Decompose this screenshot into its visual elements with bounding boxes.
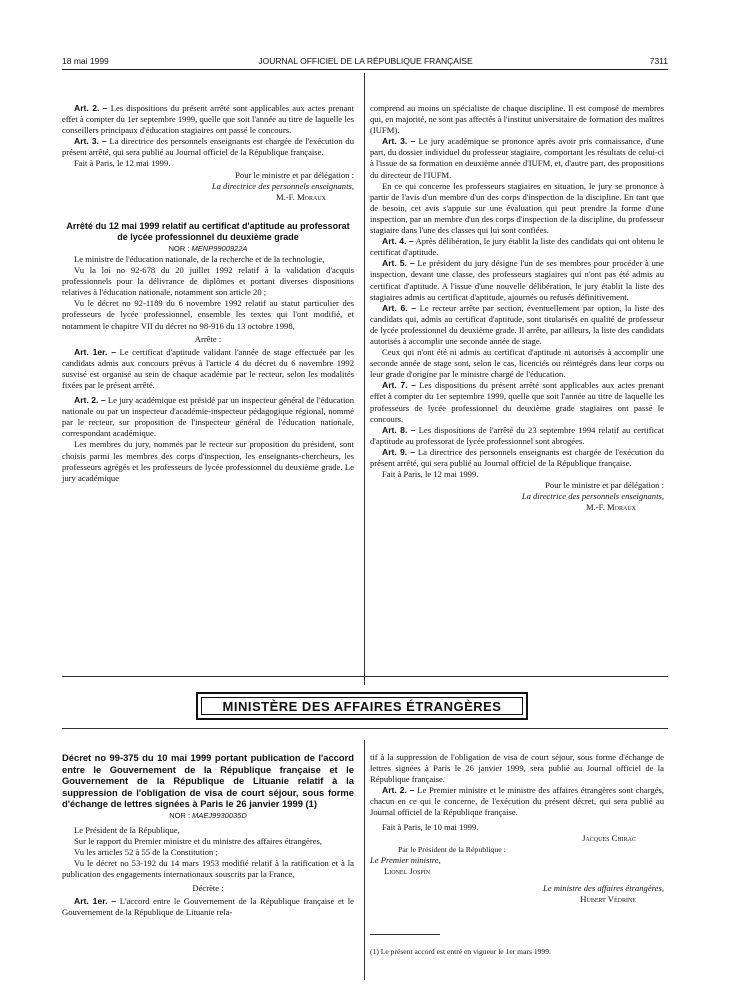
- visa: Vu le décret no 53-192 du 14 mars 1953 modifié relatif à la ratification et à la publication des engagements internationaux souscrits par la France,: [62, 858, 354, 880]
- article-paragraph: Les membres du jury, nommés par le recteur sur proposition du président, sont choisis parmi les membres des corps d'inspection, les enseignants-chercheurs, les professeurs agrégés et les professeurs de lycée professionnel du deuxième grade. Le jury académique: [62, 439, 354, 483]
- article-paragraph: Art. 3. – Le jury académique se prononce après avoir pris connaissance, d'une part, du dossier individuel du professeur stagiaire, comportant les résultats de celui-ci à l'issue de sa formation en deuxième année d'IUFM, et, d'autre part, des propositions du directeur de l'IUFM.: [370, 136, 664, 180]
- signatory-name: Jacques Chirac: [582, 832, 636, 843]
- column-divider: [364, 740, 365, 980]
- signature-line: Le Premier ministre,: [370, 854, 441, 865]
- article-paragraph: Art. 9. – La directrice des personnels enseignants est chargée de l'exécution du présent arrêté, qui sera publié au Journal officiel de la République française.: [370, 446, 664, 468]
- header-date: 18 mai 1999: [62, 56, 109, 66]
- signature-date: Fait à Paris, le 12 mai 1999.: [382, 469, 479, 480]
- decrete-keyword: Décrète :: [192, 882, 224, 893]
- footnote-rule: [370, 934, 440, 935]
- article-paragraph: Art. 2. – Les dispositions du présent arrêté sont applicables aux actes prenant effet à compter du 1er septembre 1999, quelle que soit l'année au titre de laquelle les conseillers principaux d'éducation stagiaires ont passé le concours.: [62, 103, 354, 136]
- article-paragraph: Art. 6. – Le recteur arrête par section, éventuellement par option, la liste des candidats qui, admis au certificat d'aptitude, sont titularisés en qualité de professeur de lycée professionnel du deuxième grade. Il arrête, par ailleurs, la liste des candidats autorisés à accomplir une seconde année de stage.: [370, 302, 665, 346]
- left-column-bottom: [62, 752, 354, 918]
- signature-line: La directrice des personnels enseignants,: [521, 491, 664, 502]
- article-paragraph: Art. 3. – La directrice des personnels enseignants est chargée de l'exécution du présent arrêté, qui sera publié au Journal officiel de la République française.: [62, 136, 354, 158]
- left-column-top: [62, 103, 354, 484]
- signature-line: Le ministre des affaires étrangères,: [542, 883, 664, 894]
- decret-title: Décret no 99-375 du 10 mai 1999 portant publication de l'accord entre le Gouvernement de la République française et le Gouvernement de la République de Lituanie relatif à la suppression de l'obligation de visa de court séjour, sous forme d'échange de lettres signées à Paris le 26 janvier 1999 (1): [62, 752, 354, 810]
- section-rule: [62, 676, 668, 677]
- signatory-name: M.-F. Moraux: [275, 191, 326, 202]
- signature-line: La directrice des personnels enseignants,: [211, 180, 354, 191]
- article-paragraph: Art. 5. – Le président du jury désigne l'un de ses membres pour procéder à une inspection, devant une classe, des professeurs stagiaires qui n'ont pas été admis au certificat d'aptitude. A l'issue d'une nouvelle délibération, le jury établit la liste des stagiaires admis au certificat d'aptitude, ajournés ou refusés définitivement.: [370, 258, 664, 302]
- visa: Vu la loi no 92-678 du 20 juillet 1992 relatif à la validation d'acquis professionnels pour la délivrance de diplômes et portant diverses dispositions relatives à l'éducation nationale, notamment son article 20 ;: [62, 265, 354, 298]
- article-paragraph: En ce qui concerne les professeurs stagiaires en situation, le jury se prononce à partir de l'avis d'un membre d'un des corps d'inspection de la discipline. En tant que de besoin, cet avis s'appuie sur une évaluation qui peut prendre la forme d'une inspection, par un membre d'un des corps d'inspection de la discipline, du professeur stagiaire dans l'une des classes qui lui sont confiées.: [370, 180, 664, 236]
- right-column-bottom: [370, 752, 664, 905]
- signature-date: Fait à Paris, le 10 mai 1999.: [382, 821, 479, 832]
- footnote: (1) Le présent accord est entré en vigueur le 1er mars 1999.: [370, 947, 551, 956]
- article-paragraph: Art. 2. – Le Premier ministre et le ministre des affaires étrangères sont chargés, chacun en ce qui le concerne, de l'exécution du présent décret, qui sera publié au Journal officiel de la République française.: [370, 785, 664, 818]
- continued-text: tif à la suppression de l'obligation de visa de court séjour, sous forme d'échange de lettres signées à Paris le 26 janvier 1999, sera publié au Journal officiel de la République française.: [370, 752, 664, 785]
- preamble: Le Président de la République,: [74, 825, 180, 836]
- preamble: Le ministre de l'éducation nationale, de la recherche et de la technologie,: [74, 253, 325, 264]
- signature-line: Pour le ministre et par délégation :: [545, 480, 664, 491]
- section-rule: [62, 728, 668, 729]
- article-paragraph: Art. 1er. – Le certificat d'aptitude validant l'année de stage effectuée par les candidats admis aux concours prévus à l'article 4 du décret du 6 novembre 1992 susvisé est organisé au sein de chaque académie par le recteur, selon les modalités fixées par le présent arrêté.: [62, 346, 355, 390]
- header-journal: JOURNAL OFFICIEL DE LA RÉPUBLIQUE FRANÇAISE: [258, 56, 473, 66]
- article-paragraph: Ceux qui n'ont été ni admis au certificat d'aptitude ni autorisés à accomplir une seconde année de stage sont, selon le cas, licenciés ou réintégrés dans leur corps ou leur grade d'origine par le ministre chargé de l'éducation.: [370, 347, 664, 380]
- article-paragraph: Art. 1er. – L'accord entre le Gouvernement de la République française et le Gouvernement de la République de Lituanie rela-: [62, 895, 354, 917]
- arrete-title: Arrêté du 12 mai 1999 relatif au certificat d'aptitude au professorat de lycée professionnel du deuxième grade: [66, 220, 350, 242]
- nor-reference: NOR : MENP9900922A: [168, 243, 248, 253]
- signature-line: Par le Président de la République :: [398, 844, 506, 854]
- signature-line: Pour le ministre et par délégation :: [235, 169, 354, 180]
- signatory-name: Lionel Jospin: [384, 865, 431, 876]
- visa: Vu les articles 52 à 55 de la Constitution ;: [74, 847, 218, 858]
- ministry-heading: MINISTÈRE DES AFFAIRES ÉTRANGÈRES: [201, 697, 523, 715]
- signature-date: Fait à Paris, le 12 mai 1999.: [74, 158, 171, 169]
- signatory-name: Hubert Védrine: [580, 894, 636, 905]
- header-page-number: 7311: [649, 56, 668, 66]
- signatory-name: M.-F. Moraux: [585, 502, 636, 513]
- visa: Sur le rapport du Premier ministre et du ministre des affaires étrangères,: [74, 836, 323, 847]
- article-paragraph: Art. 4. – Après délibération, le jury établit la liste des candidats qui ont obtenu le certificat d'aptitude.: [370, 236, 664, 258]
- arrete-keyword: Arrête :: [194, 333, 222, 344]
- header-rule: [62, 69, 668, 70]
- right-column-top: [370, 103, 664, 513]
- column-divider: [364, 73, 365, 685]
- article-paragraph: Art. 2. – Le jury académique est présidé par un inspecteur général de l'éducation nationale ou par un inspecteur d'académie-inspecteur pédagogique régional, nommé par le recteur, sur proposition de l'inspecteur général de l'éducation nationale, correspondant académique.: [62, 395, 354, 439]
- article-paragraph: Art. 8. – Les dispositions de l'arrêté du 23 septembre 1994 relatif au certificat d'aptitude au professorat de lycée professionnel sont abrogées.: [370, 424, 664, 446]
- visa: Vu le décret no 92-1189 du 6 novembre 1992 relatif au statut particulier des professeurs de lycée professionnel, ensemble les textes qui l'ont modifié, et notamment le chapitre VII du décret no 98-916 du 13 octobre 1998,: [62, 298, 354, 331]
- nor-reference: NOR : MAEJ9930035D: [169, 810, 247, 820]
- article-paragraph: Art. 7. – Les dispositions du présent arrêté sont applicables aux actes prenant effet à compter du 1er septembre 1999, quelle que soit l'année au titre de laquelle les professeurs de lycée professionnel du deuxième grade stagiaires ont passé le concours.: [370, 380, 664, 424]
- ministry-heading-box: [196, 692, 528, 720]
- continued-text: comprend au moins un spécialiste de chaque discipline. Il est composé de membres qui, en majorité, ne sont pas affectés à l'institut universitaire de formation des maîtres (IUFM).: [370, 103, 664, 136]
